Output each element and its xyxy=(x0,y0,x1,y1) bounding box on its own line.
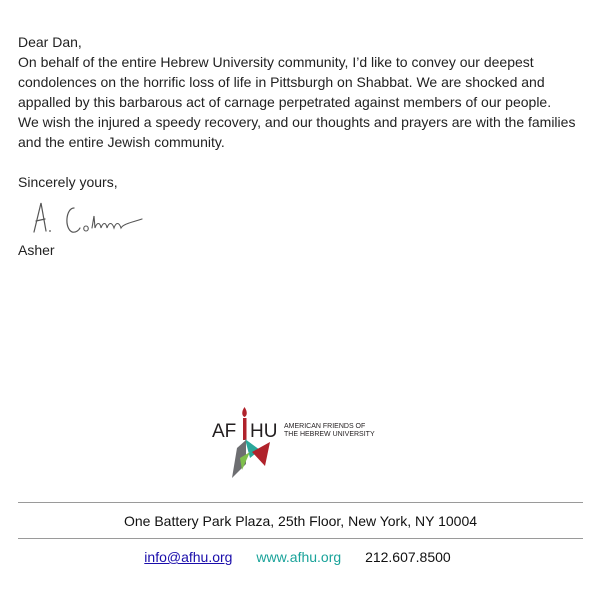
footer-contact xyxy=(0,548,595,566)
footer-address: One Battery Park Plaza, 25th Floor, New York, NY 10004 xyxy=(123,513,478,529)
letter-greeting: Dear Dan, xyxy=(18,34,82,50)
footer-divider-top xyxy=(18,502,583,503)
afhu-logo xyxy=(210,404,400,484)
footer-divider-bottom xyxy=(18,538,583,539)
letter-paragraph-1: On behalf of the entire Hebrew University community, I’d like to convey our deepest condolences on the horrific loss of life in Pittsburgh on Shabbat. We are shocked and appalled by this barbarous act of carnage perpetrated against members of our people. xyxy=(18,54,552,110)
afhu-logo-mark xyxy=(210,404,400,484)
letter-body xyxy=(18,32,588,260)
phone-number: 212.607.8500 xyxy=(365,549,451,565)
logo-letters-hu: HU xyxy=(250,421,278,442)
letter-signer: Asher xyxy=(18,242,55,258)
website-link[interactable]: www.afhu.org xyxy=(256,549,342,565)
letter-closing: Sincerely yours, xyxy=(18,174,118,190)
letter-paragraph-2: We wish the injured a speedy recovery, and our thoughts and prayers are with the families and the entire Jewish community. xyxy=(18,114,576,150)
logo-stripe-flame-icon xyxy=(252,442,270,466)
logo-flame-icon xyxy=(242,407,247,417)
logo-candle-icon xyxy=(243,418,247,440)
logo-letters-af: AF xyxy=(212,421,237,442)
logo-tagline-2: THE HEBREW UNIVERSITY xyxy=(284,431,375,438)
handwritten-signature xyxy=(30,198,148,238)
logo-tagline-1: AMERICAN FRIENDS OF xyxy=(284,423,366,430)
email-link[interactable]: info@afhu.org xyxy=(144,549,233,565)
